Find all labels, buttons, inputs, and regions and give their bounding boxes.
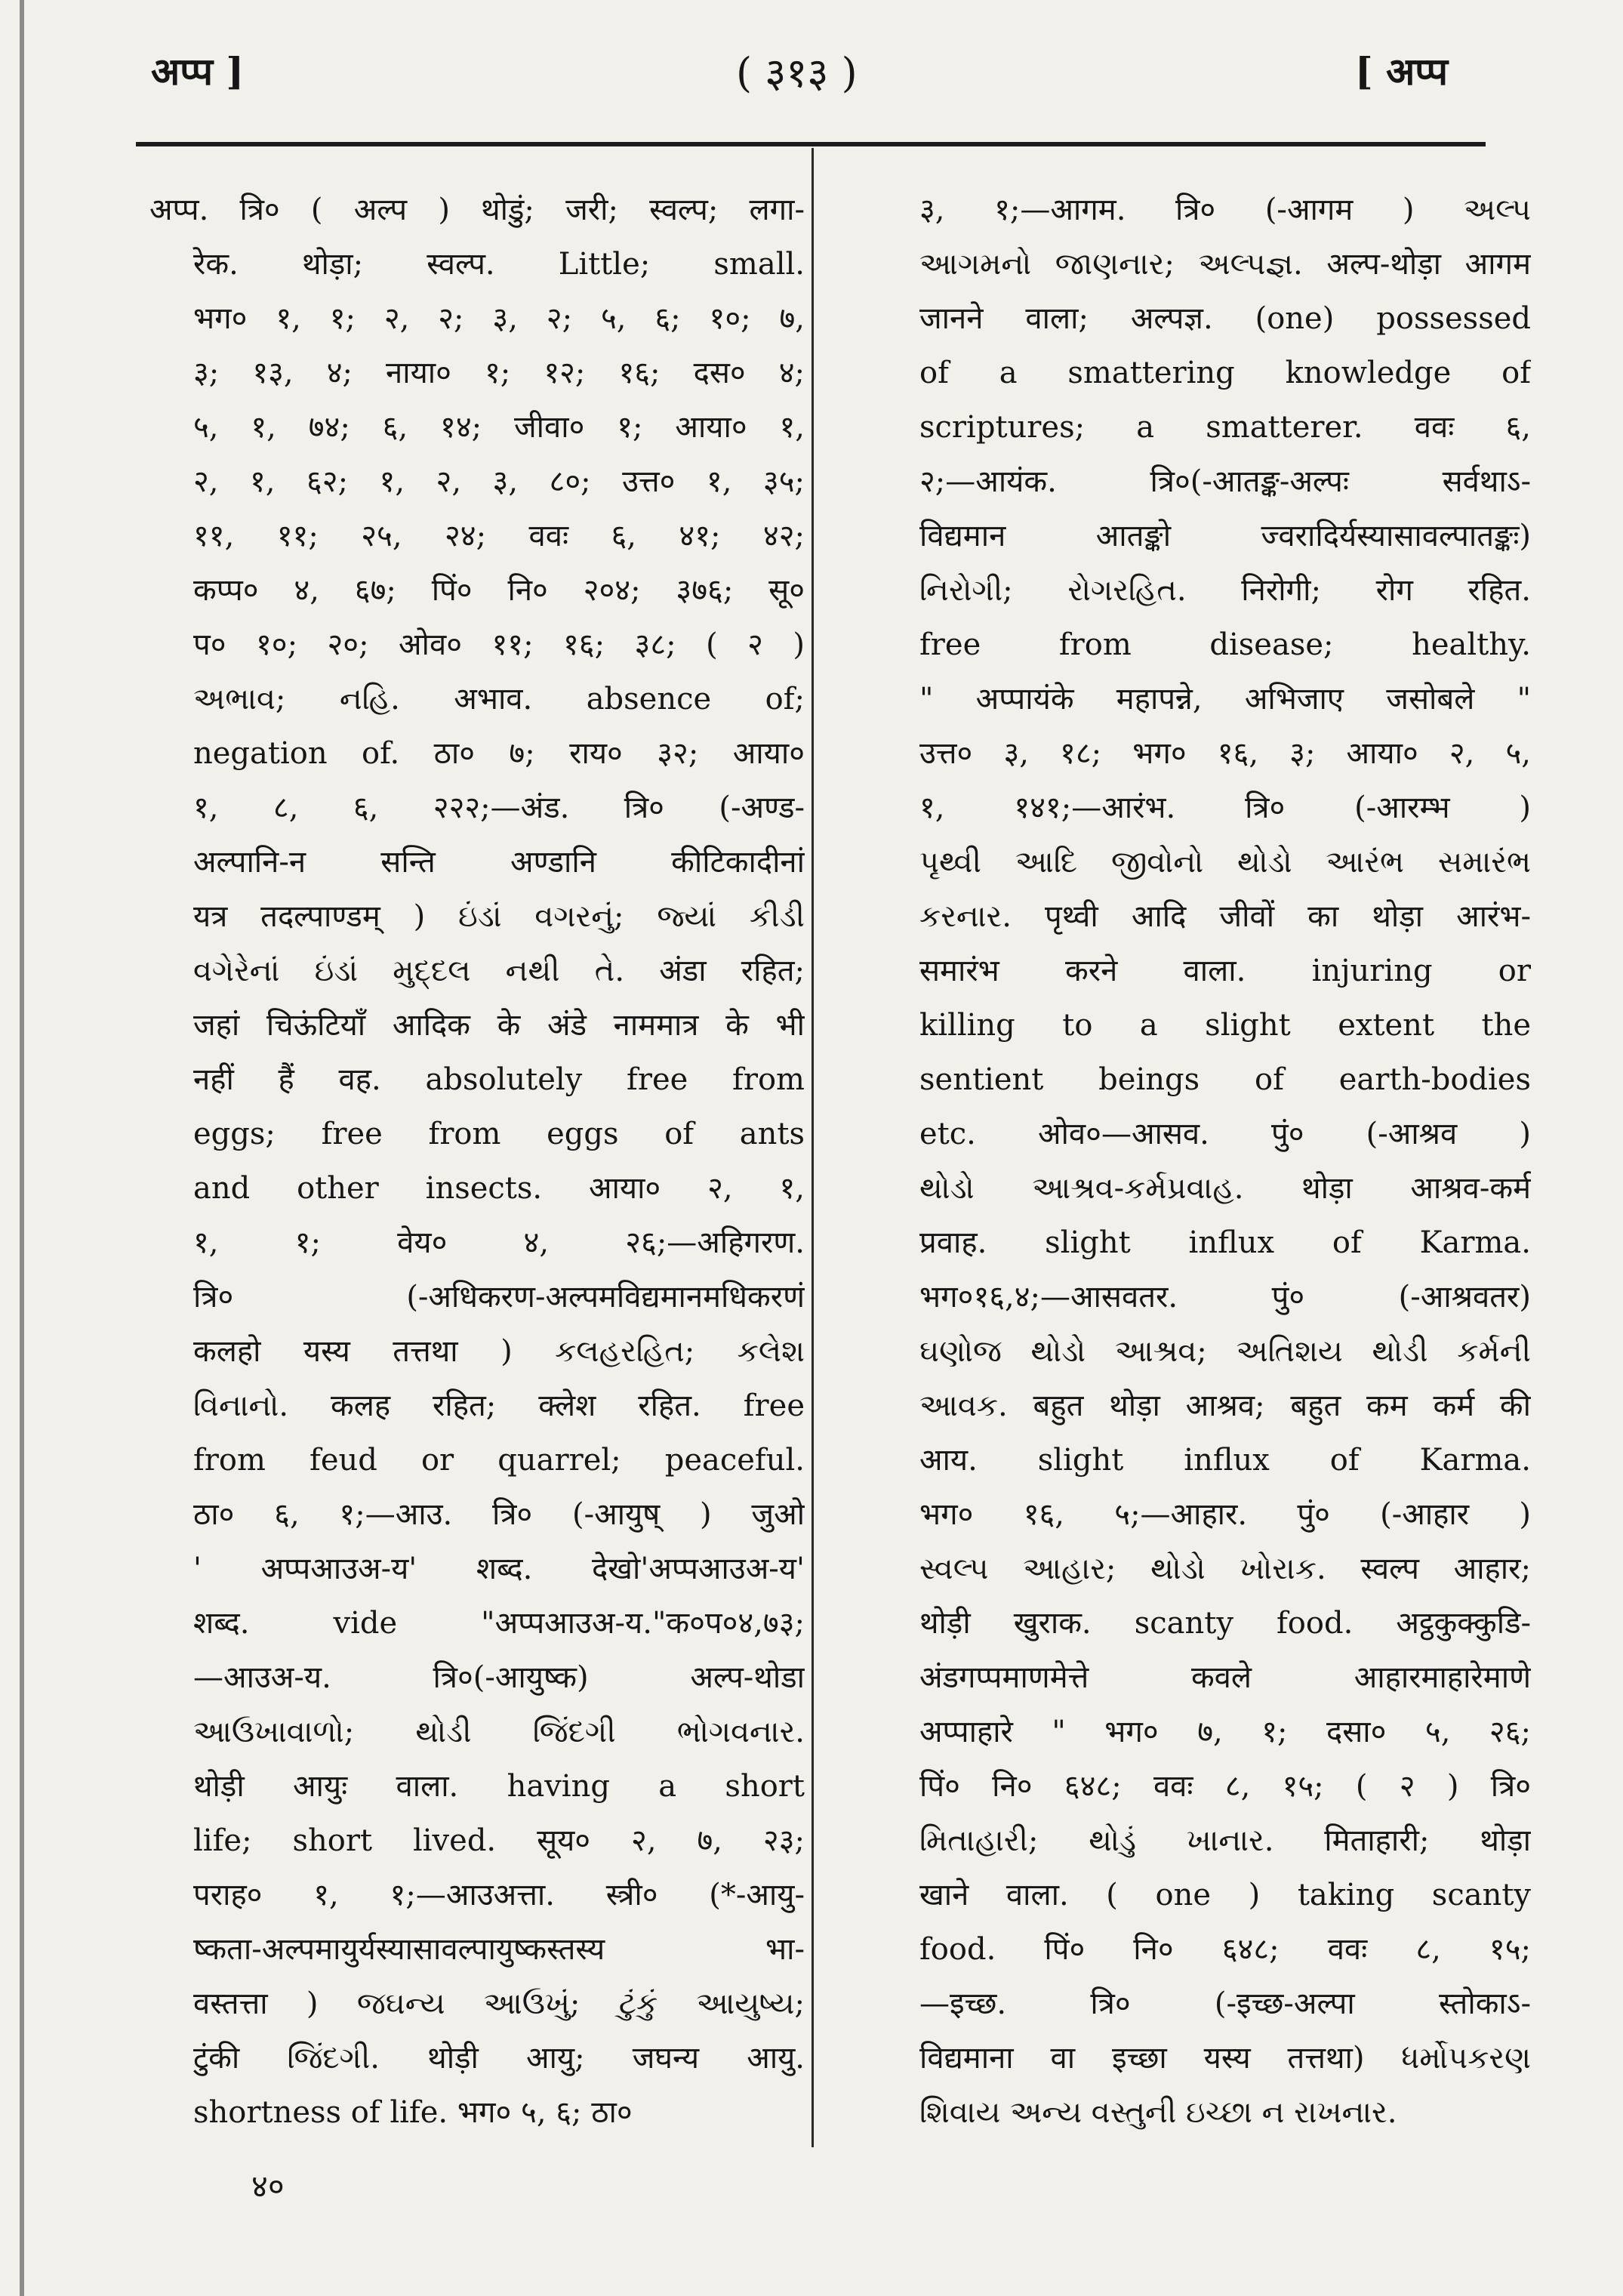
entry-line: scriptures; a smatterer. ववः ६, — [919, 410, 1531, 445]
entry-line: भग०१६,४;—आसवतर. पुं० (-आश्रवतर) — [919, 1280, 1531, 1314]
entry-line: ५, १, ७४; ६, १४; जीवा० १; आया० १, — [193, 410, 805, 445]
entry-line: आय. slight influx of Karma. — [919, 1443, 1531, 1478]
entry-line: વગેરેનાં ઇંડાં મુદ્દલ નથી તે. अंडा रहित; — [193, 954, 805, 988]
entry-line: થોડો આશ્રવ-કર્મપ્રવાહ. थोड़ा आश्रव-कर्म — [919, 1171, 1531, 1206]
entry-line: and other insects. आया० २, १, — [193, 1171, 805, 1206]
entry-line: આવક. बहुत थोड़ा आश्रव; बहुत कम कर्म की — [919, 1388, 1531, 1423]
entry-line: sentient beings of earth-bodies — [919, 1062, 1531, 1097]
entry-line: ष्कता-अल्पमायुर्यस्यासावल्पायुष्कस्तस्य भा- — [193, 1932, 805, 1967]
entry-line: विद्यमान आतङ्को ज्वरादिर्यस्यासावल्पातङ्कः) — [919, 519, 1531, 553]
entry-line: eggs; free from eggs of ants — [193, 1117, 805, 1151]
entry-line: अप्प. त्रि० ( अल्प ) थोडुं; जरी; स्वल्प; लगा- — [149, 193, 805, 227]
entry-line: from feud or quarrel; peaceful. — [193, 1443, 805, 1478]
entry-line: थोड़ी खुराक. scanty food. अट्ठकुक्कुडि- — [919, 1606, 1531, 1641]
binding-edge — [20, 0, 24, 2296]
entry-line: भग० १, १; २, २; ३, २; ५, ६; १०; ७, — [193, 301, 805, 336]
entry-line: २;—आयंक. त्रि०(-आतङ्क-अल्पः सर्वथाऽ- — [919, 464, 1531, 499]
entry-line: वस्तत्ता ) જઘન્ય આઉખું; ટુંકું આયુષ્ય; — [193, 1986, 805, 2021]
left-column — [149, 183, 805, 2140]
entry-line: killing to a slight extent the — [919, 1008, 1531, 1043]
entry-line: रेक. थोड़ा; स्वल्प. Little; small. — [193, 247, 805, 282]
entry-line: टुंकी જિંદગી. थोड़ी आयु; जघन्य आयु. — [193, 2041, 805, 2076]
entry-line: મિતાહારી; થોડું ખાનાર. मिताहारी; थोड़ा — [919, 1823, 1531, 1858]
entry-line: —इच्छ. त्रि० (-इच्छ-अल्पा स्तोकाऽ- — [919, 1986, 1531, 2021]
entry-line: विद्यमाना वा इच्छा यस्य तत्तथा) ધર્મોપકરણ — [919, 2041, 1531, 2076]
entry-line: २, १, ६२; १, २, ३, ८०; उत्त० १, ३५; — [193, 464, 805, 499]
entry-line: उत्त० ३, १८; भग० १६, ३; आया० २, ५, — [919, 736, 1531, 771]
entry-line: १, १४१;—आरंभ. त्रि० (-आरम्भ ) — [919, 791, 1531, 825]
entry-line: त्रि० (-अधिकरण-अल्पमविद्यमानमधिकरणं — [193, 1280, 805, 1314]
entry-line: खाने वाला. ( one ) taking scanty — [919, 1878, 1531, 1912]
entry-line: अल्पानि-न सन्ति अण्डानि कीटिकादीनां — [193, 845, 805, 880]
entry-line: કરનાર. पृथ्वी आदि जीवों का थोड़ा आरंभ- — [919, 899, 1531, 934]
entry-line: ठा० ६, १;—आउ. त्रि० (-आयुष् ) जुओ — [193, 1497, 805, 1532]
entry-line: negation of. ठा० ७; राय० ३२; आया० — [193, 736, 805, 771]
entry-line: life; short lived. सूय० २, ७, २३; — [193, 1823, 805, 1858]
entry-line: कप्प० ४, ६७; पिं० नि० २०४; ३७६; सू० — [193, 573, 805, 608]
entry-line: अंडगप्पमाणमेत्ते कवले आहारमाहारेमाणे — [919, 1660, 1531, 1695]
entry-line: थोड़ी आयुः वाला. having a short — [193, 1769, 805, 1804]
entry-line: जहां चिऊंटियाँ आदिक के अंडे नाममात्र के भी — [193, 1008, 805, 1043]
entry-line: ३, १;—आगम. त्रि० (-आगम ) અલ્પ — [919, 193, 1531, 227]
entry-line: जानने वाला; अल्पज्ञ. (one) possessed — [919, 301, 1531, 336]
entry-line: नहीं हैं वह. absolutely free from — [193, 1062, 805, 1097]
entry-line: शब्द. vide "अप्पआउअ-य."क०प०४,७३; — [193, 1606, 805, 1641]
entry-line: यत्र तदल्पाण्डम् ) ઇંડાં વગરનું; જ્યાં કીડી — [193, 899, 805, 934]
entry-line: ઘણોજ થોડો આશ્રવ; અતિશય થોડી કર્મની — [919, 1334, 1531, 1369]
entry-line: १, १; वेय० ४, २६;—अहिगरण. — [193, 1225, 805, 1260]
entry-line: समारंभ करने वाला. injuring or — [919, 954, 1531, 988]
entry-line: प० १०; २०; ओव० ११; १६; ३८; ( २ ) — [193, 627, 805, 662]
entry-line: ' अप्पआउअ-य' शब्द. देखो'अप्पआउअ-य' — [193, 1552, 805, 1586]
entry-line: अप्पाहारे " भग० ७, १; दसा० ५, २६; — [919, 1715, 1531, 1749]
entry-line: પૃથ્વી આદિ જીવોનો થોડો આરંભ સમારંભ — [919, 845, 1531, 880]
header-right-guide-word: [ अप्प — [1355, 49, 1449, 94]
entry-line: આગમનો જાણનાર; અલ્પજ્ઞ. अल्प-थोड़ा आगम — [919, 247, 1531, 282]
entry-line: shortness of life. भग० ५, ६; ठा० — [193, 2095, 633, 2130]
entry-line: etc. ओव०—आसव. पुं० (-आश्रव ) — [919, 1117, 1531, 1151]
entry-line: food. पिं० नि० ६४८; ववः ८, १५; — [919, 1932, 1531, 1967]
signature-number: ४० — [251, 2168, 285, 2205]
entry-line: of a smattering knowledge of — [919, 356, 1531, 390]
entry-line: प्रवाह. slight influx of Karma. — [919, 1225, 1531, 1260]
header-rule — [136, 142, 1486, 146]
header-left-guide-word: अप्प ] — [151, 49, 245, 94]
entry-line: free from disease; healthy. — [919, 627, 1531, 662]
entry-line: १, ८, ६, २२२;—अंड. त्रि० (-अण्ड- — [193, 791, 805, 825]
entry-line: ३; १३, ४; नाया० १; १२; १६; दस० ४; — [193, 356, 805, 390]
entry-line: कलहो यस्य तत्तथा ) કલહરહિત; કલેશ — [193, 1334, 805, 1369]
column-divider — [812, 148, 814, 2147]
entry-line: ११, ११; २५, २४; ववः ६, ४१; ४२; — [193, 519, 805, 553]
entry-line: भग० १६, ५;—आहार. पुं० (-आहार ) — [919, 1497, 1531, 1532]
entry-line: શિવાય અન્ય વસ્તુની ઇચ્છા ન રાખનાર. — [919, 2095, 1397, 2130]
entry-line: અભાવ; નહિ. अभाव. absence of; — [193, 682, 805, 717]
entry-line: " अप्पायंके महापन्ने, अभिजाए जसोबले " — [919, 682, 1531, 717]
right-column — [876, 183, 1531, 2140]
entry-line: पिं० नि० ६४८; ववः ८, १५; ( २ ) त्रि० — [919, 1769, 1531, 1804]
entry-line: નિરોગી; રોગરહિત. निरोगी; रोग रहित. — [919, 573, 1531, 608]
entry-line: આઉખાવાળો; થોડી જિંદગી ભોગવનાર. — [193, 1715, 805, 1749]
entry-line: વિનાનો. कलह रहित; क्लेश रहित. free — [193, 1388, 805, 1423]
entry-line: —आउअ-य. त्रि०(-आयुष्क) अल्प-थोडा — [193, 1660, 805, 1695]
entry-line: સ્વલ્પ આહાર; થોડો ખોરાક. स्वल्प आहार; — [919, 1552, 1531, 1586]
page-number: ( ३१३ ) — [736, 49, 858, 97]
entry-line: पराह० १, १;—आउअत्ता. स्त्री० (*-आयु- — [193, 1878, 805, 1912]
